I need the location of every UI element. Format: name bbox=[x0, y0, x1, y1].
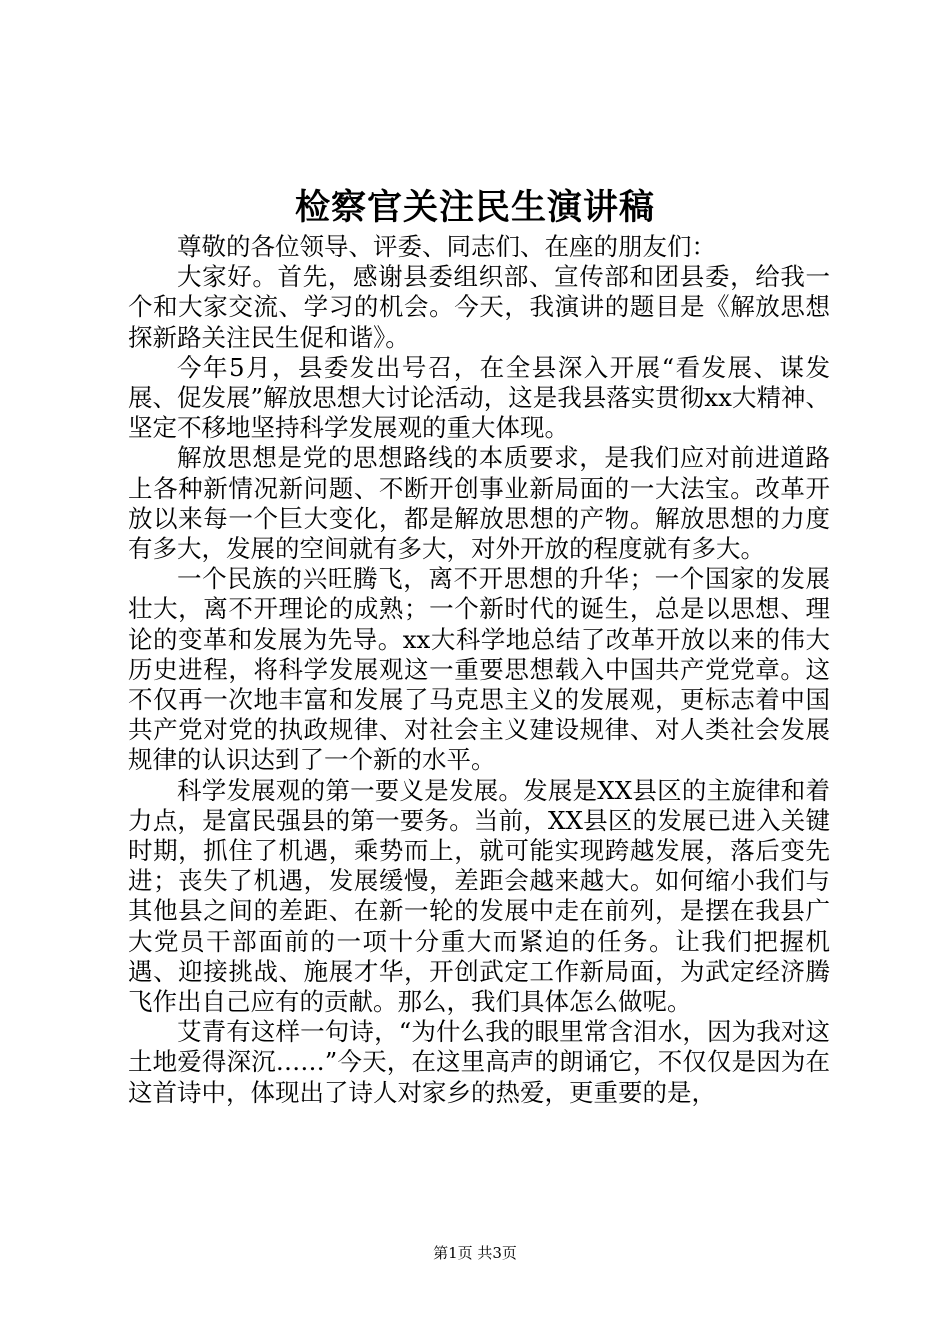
paragraph-poem: 艾青有这样一句诗，“为什么我的眼里常含泪水，因为我对这土地爱得深沉……”今天，在这里高声的朗诵它，不仅仅是因为在这首诗中，体现出了诗人对家乡的热爱，更重要的是， bbox=[128, 1017, 830, 1107]
paragraph-nation-development: 一个民族的兴旺腾飞，离不开思想的升华；一个国家的发展壮大，离不开理论的成熟；一个新时代的诞生，总是以思想、理论的变革和发展为先导。xx大科学地总结了改革开放以来的伟大历史进程，将科学发展观这一重要思想载入中国共产党党章。这不仅再一次地丰富和发展了马克思主义的发展观，更标志着中国共产党对党的执政规律、对社会主义建设规律、对人类社会发展规律的认识达到了一个新的水平。 bbox=[128, 564, 830, 775]
paragraph-background: 今年5月，县委发出号召，在全县深入开展“看发展、谋发展、促发展”解放思想大讨论活动，这是我县落实贯彻xx大精神、坚定不移地坚持科学发展观的重大体现。 bbox=[128, 352, 830, 443]
paragraph-greeting: 大家好。首先，感谢县委组织部、宣传部和团县委，给我一个和大家交流、学习的机会。今天，我演讲的题目是《解放思想探新路关注民生促和谐》。 bbox=[128, 262, 830, 352]
document-title: 检察官关注民生演讲稿 bbox=[294, 187, 655, 228]
paragraph-salutation: 尊敬的各位领导、评委、同志们、在座的朋友们： bbox=[177, 232, 716, 261]
paragraph-liberating-thought: 解放思想是党的思想路线的本质要求，是我们应对前进道路上各种新情况新问题、不断开创事业新局面的一大法宝。改革开放以来每一个巨大变化，都是解放思想的产物。解放思想的力度有多大，发展的空间就有多大，对外开放的程度就有多大。 bbox=[128, 443, 830, 564]
document-body bbox=[128, 232, 830, 1108]
page-number-footer: 第1页 共3页 bbox=[433, 1244, 517, 1262]
paragraph-scientific-development: 科学发展观的第一要义是发展。发展是XX县区的主旋律和着力点，是富民强县的第一要务。当前，XX县区的发展已进入关键时期，抓住了机遇，乘势而上，就可能实现跨越发展，落后变先进；丧失了机遇，发展缓慢，差距会越来越大。如何缩小我们与其他县之间的差距、在新一轮的发展中走在前列，是摆在我县广大党员干部面前的一项十分重大而紧迫的任务。让我们把握机遇、迎接挑战、施展才华，开创武定工作新局面，为武定经济腾飞作出自己应有的贡献。那么，我们具体怎么做呢。 bbox=[128, 775, 830, 1017]
